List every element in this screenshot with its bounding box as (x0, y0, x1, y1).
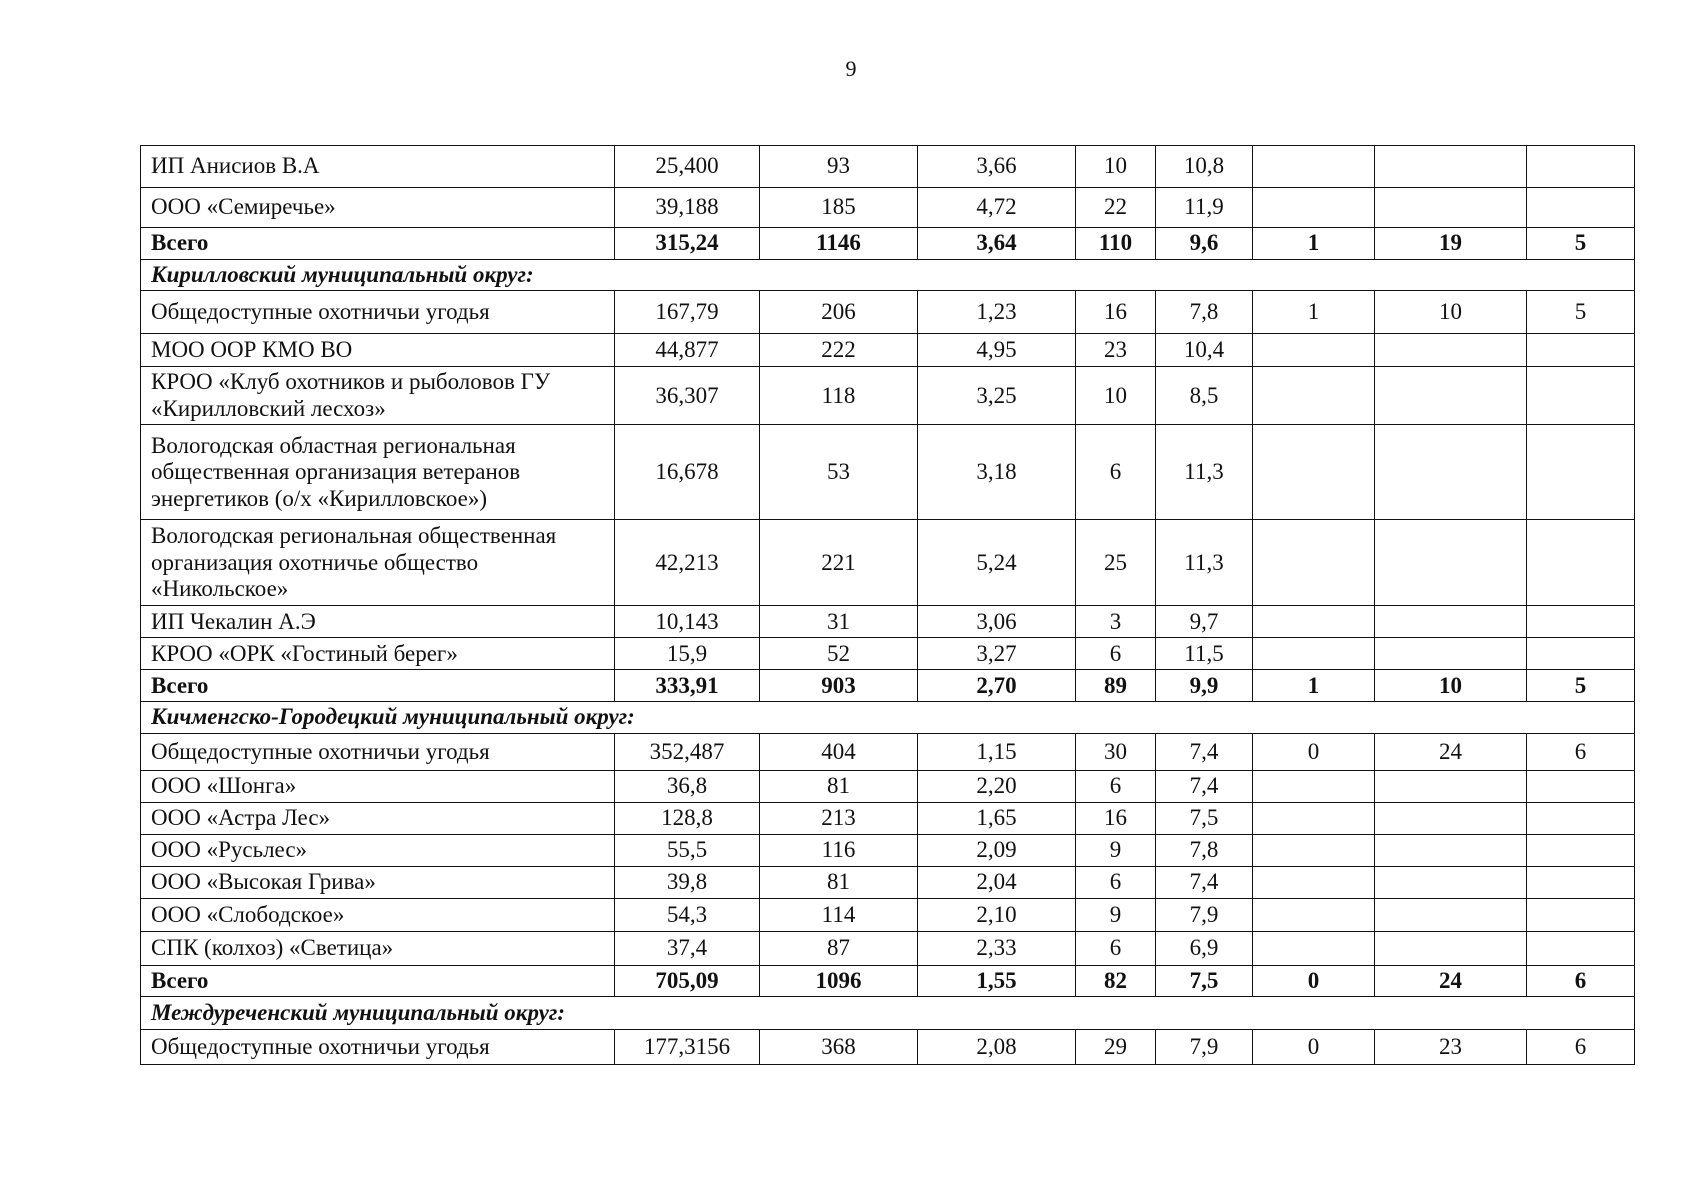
table-row (141, 733, 1635, 770)
value-cell: 1,65 (918, 802, 1076, 834)
value-cell (1253, 334, 1375, 367)
value-cell: 10 (1076, 367, 1156, 425)
table-row (141, 866, 1635, 898)
table-row (141, 520, 1635, 606)
value-cell (1375, 834, 1527, 866)
row-name-cell: Вологодская региональная общественная организация охотничье общество «Никольское» (141, 520, 615, 606)
table-body (141, 146, 1635, 1065)
value-cell: 2,20 (918, 770, 1076, 802)
value-cell: 39,188 (615, 188, 760, 228)
table-row (141, 802, 1635, 834)
value-cell: 16 (1076, 802, 1156, 834)
value-cell (1253, 606, 1375, 638)
value-cell: 6 (1076, 770, 1156, 802)
row-name-cell: Всего (141, 670, 615, 702)
value-cell: 7,8 (1156, 291, 1253, 334)
value-cell (1253, 770, 1375, 802)
value-cell: 128,8 (615, 802, 760, 834)
value-cell (1527, 334, 1635, 367)
value-cell: 0 (1253, 733, 1375, 770)
value-cell (1375, 606, 1527, 638)
value-cell: 25,400 (615, 146, 760, 188)
value-cell: 7,5 (1156, 802, 1253, 834)
value-cell: 44,877 (615, 334, 760, 367)
value-cell (1375, 146, 1527, 188)
value-cell: 110 (1076, 228, 1156, 260)
value-cell: 404 (760, 733, 918, 770)
value-cell: 3,25 (918, 367, 1076, 425)
total-row (141, 670, 1635, 702)
table-row (141, 606, 1635, 638)
value-cell: 10,8 (1156, 146, 1253, 188)
table-row (141, 834, 1635, 866)
row-name-cell: ИП Чекалин А.Э (141, 606, 615, 638)
value-cell: 7,8 (1156, 834, 1253, 866)
value-cell: 1,55 (918, 965, 1076, 996)
value-cell: 333,91 (615, 670, 760, 702)
value-cell: 9 (1076, 834, 1156, 866)
value-cell: 3,66 (918, 146, 1076, 188)
value-cell: 10 (1375, 291, 1527, 334)
value-cell: 7,4 (1156, 866, 1253, 898)
value-cell: 16 (1076, 291, 1156, 334)
value-cell (1527, 367, 1635, 425)
value-cell: 9,7 (1156, 606, 1253, 638)
total-row (141, 228, 1635, 260)
value-cell (1527, 931, 1635, 965)
value-cell (1527, 834, 1635, 866)
value-cell: 1 (1253, 228, 1375, 260)
value-cell (1253, 931, 1375, 965)
value-cell: 177,3156 (615, 1030, 760, 1065)
value-cell: 2,09 (918, 834, 1076, 866)
value-cell (1375, 188, 1527, 228)
value-cell: 81 (760, 866, 918, 898)
value-cell: 89 (1076, 670, 1156, 702)
value-cell: 3,27 (918, 638, 1076, 670)
row-name-cell: Общедоступные охотничьи угодья (141, 733, 615, 770)
table-row (141, 425, 1635, 520)
row-name-cell: КРОО «ОРК «Гостиный берег» (141, 638, 615, 670)
value-cell: 11,5 (1156, 638, 1253, 670)
value-cell: 6 (1076, 866, 1156, 898)
row-name-cell: Общедоступные охотничьи угодья (141, 1030, 615, 1065)
value-cell (1253, 188, 1375, 228)
table-row (141, 291, 1635, 334)
value-cell (1375, 638, 1527, 670)
value-cell: 903 (760, 670, 918, 702)
value-cell: 37,4 (615, 931, 760, 965)
value-cell (1375, 334, 1527, 367)
value-cell: 2,10 (918, 898, 1076, 931)
value-cell (1527, 425, 1635, 520)
row-name-cell: ООО «Семиречье» (141, 188, 615, 228)
value-cell: 36,8 (615, 770, 760, 802)
value-cell: 5 (1527, 228, 1635, 260)
value-cell: 167,79 (615, 291, 760, 334)
row-name-cell: Общедоступные охотничьи угодья (141, 291, 615, 334)
value-cell (1253, 802, 1375, 834)
value-cell: 82 (1076, 965, 1156, 996)
section-title: Кирилловский муниципальный округ: (141, 260, 1635, 291)
value-cell: 705,09 (615, 965, 760, 996)
value-cell: 4,95 (918, 334, 1076, 367)
value-cell: 6 (1527, 733, 1635, 770)
value-cell: 7,5 (1156, 965, 1253, 996)
row-name-cell: МОО ООР КМО ВО (141, 334, 615, 367)
value-cell: 30 (1076, 733, 1156, 770)
value-cell: 19 (1375, 228, 1527, 260)
value-cell: 81 (760, 770, 918, 802)
row-name-cell: Всего (141, 228, 615, 260)
value-cell (1253, 866, 1375, 898)
value-cell (1375, 898, 1527, 931)
value-cell: 5 (1527, 670, 1635, 702)
value-cell: 7,4 (1156, 733, 1253, 770)
value-cell: 3,18 (918, 425, 1076, 520)
value-cell: 11,3 (1156, 520, 1253, 606)
value-cell: 36,307 (615, 367, 760, 425)
value-cell (1375, 931, 1527, 965)
value-cell (1527, 520, 1635, 606)
row-name-cell: ИП Анисиов В.А (141, 146, 615, 188)
value-cell: 9,9 (1156, 670, 1253, 702)
table-row (141, 1030, 1635, 1065)
value-cell: 7,4 (1156, 770, 1253, 802)
value-cell: 11,3 (1156, 425, 1253, 520)
value-cell: 9 (1076, 898, 1156, 931)
value-cell: 1 (1253, 291, 1375, 334)
value-cell (1253, 146, 1375, 188)
value-cell: 22 (1076, 188, 1156, 228)
value-cell: 23 (1076, 334, 1156, 367)
value-cell: 1,23 (918, 291, 1076, 334)
value-cell: 8,5 (1156, 367, 1253, 425)
value-cell (1527, 188, 1635, 228)
value-cell: 206 (760, 291, 918, 334)
value-cell: 53 (760, 425, 918, 520)
value-cell: 6,9 (1156, 931, 1253, 965)
value-cell: 10 (1076, 146, 1156, 188)
value-cell: 222 (760, 334, 918, 367)
value-cell: 1146 (760, 228, 918, 260)
table-row (141, 146, 1635, 188)
value-cell (1527, 898, 1635, 931)
row-name-cell: ООО «Слободское» (141, 898, 615, 931)
value-cell (1375, 367, 1527, 425)
row-name-cell: ООО «Астра Лес» (141, 802, 615, 834)
table-row (141, 931, 1635, 965)
table-row (141, 770, 1635, 802)
hunting-grounds-table (140, 145, 1635, 1065)
value-cell (1527, 638, 1635, 670)
table-row (141, 367, 1635, 425)
value-cell: 315,24 (615, 228, 760, 260)
table-row (141, 188, 1635, 228)
value-cell: 352,487 (615, 733, 760, 770)
value-cell: 6 (1076, 425, 1156, 520)
value-cell (1527, 866, 1635, 898)
value-cell: 16,678 (615, 425, 760, 520)
value-cell: 3 (1076, 606, 1156, 638)
total-row (141, 965, 1635, 996)
value-cell: 39,8 (615, 866, 760, 898)
value-cell: 2,04 (918, 866, 1076, 898)
row-name-cell: ООО «Русьлес» (141, 834, 615, 866)
value-cell: 24 (1375, 733, 1527, 770)
row-name-cell: СПК (колхоз) «Светица» (141, 931, 615, 965)
value-cell: 24 (1375, 965, 1527, 996)
value-cell: 11,9 (1156, 188, 1253, 228)
value-cell: 10,143 (615, 606, 760, 638)
row-name-cell: Всего (141, 965, 615, 996)
value-cell: 2,33 (918, 931, 1076, 965)
value-cell: 213 (760, 802, 918, 834)
value-cell (1253, 425, 1375, 520)
value-cell: 3,06 (918, 606, 1076, 638)
table-row (141, 638, 1635, 670)
value-cell (1253, 834, 1375, 866)
value-cell: 10 (1375, 670, 1527, 702)
value-cell: 6 (1527, 965, 1635, 996)
section-title: Междуреченский муниципальный округ: (141, 997, 1635, 1030)
value-cell: 7,9 (1156, 898, 1253, 931)
value-cell: 2,70 (918, 670, 1076, 702)
section-header-row (141, 702, 1635, 733)
value-cell (1527, 146, 1635, 188)
row-name-cell: КРОО «Клуб охотников и рыболовов ГУ «Кирилловский лесхоз» (141, 367, 615, 425)
value-cell: 52 (760, 638, 918, 670)
value-cell: 87 (760, 931, 918, 965)
value-cell: 23 (1375, 1030, 1527, 1065)
value-cell: 1 (1253, 670, 1375, 702)
value-cell: 3,64 (918, 228, 1076, 260)
value-cell: 10,4 (1156, 334, 1253, 367)
section-header-row (141, 260, 1635, 291)
value-cell: 1096 (760, 965, 918, 996)
value-cell: 114 (760, 898, 918, 931)
row-name-cell: ООО «Шонга» (141, 770, 615, 802)
table-row (141, 898, 1635, 931)
value-cell: 9,6 (1156, 228, 1253, 260)
value-cell (1375, 520, 1527, 606)
value-cell: 185 (760, 188, 918, 228)
value-cell (1527, 606, 1635, 638)
value-cell: 25 (1076, 520, 1156, 606)
value-cell: 15,9 (615, 638, 760, 670)
value-cell (1375, 770, 1527, 802)
value-cell: 1,15 (918, 733, 1076, 770)
value-cell: 2,08 (918, 1030, 1076, 1065)
value-cell: 7,9 (1156, 1030, 1253, 1065)
section-title: Кичменгско-Городецкий муниципальный округ: (141, 702, 1635, 733)
value-cell (1253, 898, 1375, 931)
value-cell: 0 (1253, 1030, 1375, 1065)
value-cell: 29 (1076, 1030, 1156, 1065)
value-cell: 6 (1076, 638, 1156, 670)
value-cell (1375, 802, 1527, 834)
value-cell: 4,72 (918, 188, 1076, 228)
value-cell: 93 (760, 146, 918, 188)
value-cell: 31 (760, 606, 918, 638)
value-cell: 116 (760, 834, 918, 866)
page-number: 9 (845, 56, 857, 81)
value-cell: 42,213 (615, 520, 760, 606)
value-cell (1253, 367, 1375, 425)
value-cell (1253, 520, 1375, 606)
value-cell: 6 (1527, 1030, 1635, 1065)
value-cell (1375, 425, 1527, 520)
value-cell: 221 (760, 520, 918, 606)
value-cell: 54,3 (615, 898, 760, 931)
row-name-cell: Вологодская областная региональная общественная организация ветеранов энергетиков (о/х «Кирилловское») (141, 425, 615, 520)
value-cell: 5 (1527, 291, 1635, 334)
value-cell: 6 (1076, 931, 1156, 965)
value-cell: 118 (760, 367, 918, 425)
row-name-cell: ООО «Высокая Грива» (141, 866, 615, 898)
value-cell: 55,5 (615, 834, 760, 866)
value-cell (1527, 770, 1635, 802)
value-cell (1527, 802, 1635, 834)
value-cell (1253, 638, 1375, 670)
value-cell (1375, 866, 1527, 898)
value-cell: 0 (1253, 965, 1375, 996)
table-row (141, 334, 1635, 367)
section-header-row (141, 997, 1635, 1030)
value-cell: 368 (760, 1030, 918, 1065)
value-cell: 5,24 (918, 520, 1076, 606)
